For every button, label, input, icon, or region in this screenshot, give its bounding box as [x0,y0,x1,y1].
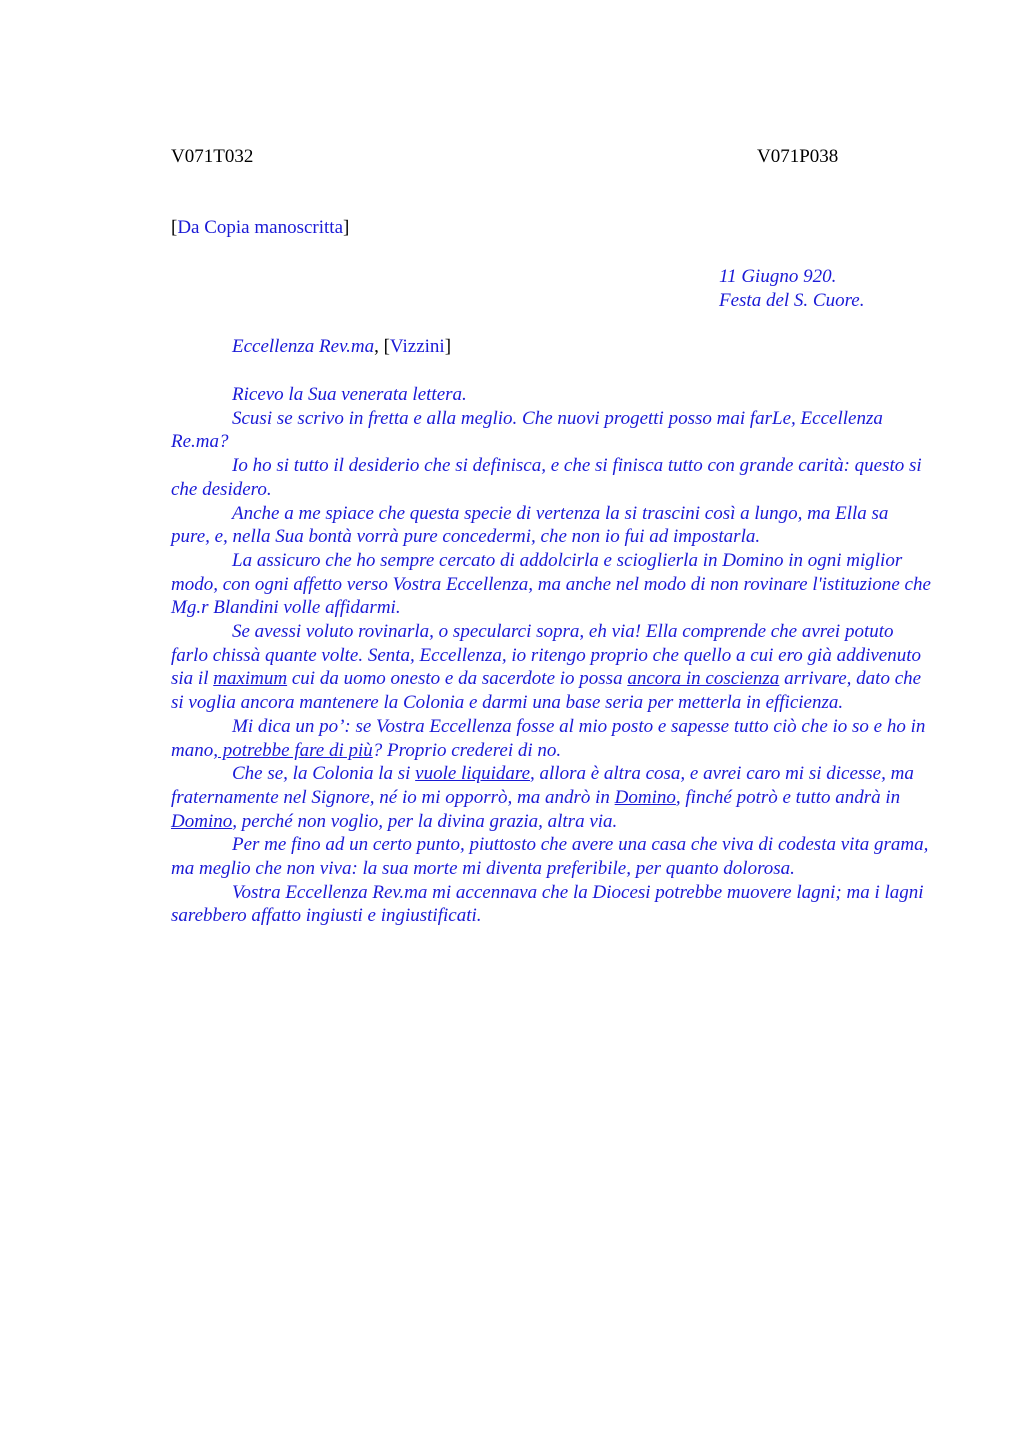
dateline [719,265,864,313]
paragraph-8 [171,762,931,833]
underlined-vuole-liquidare: vuole liquidare [415,763,531,785]
letter-feast: Festa del S. Cuore. [719,290,865,311]
paragraph-8-text-c: , finché potrò e tutto andrà in [675,786,901,808]
underlined-potrebbe-fare-di-piu: potrebbe fare di più [217,739,373,761]
paragraph-2: Scusi se scrivo in fretta e alla meglio. Che nuovi progetti posso mai farLe, Eccellenza Re.ma? [171,407,883,453]
paragraph-8-text-a: Che se, la Colonia la si [232,763,416,785]
letter-date: 11 Giugno 920. [719,266,837,287]
source-close-bracket: ] [343,217,350,238]
underlined-domino-1: Domino [614,786,676,808]
source-label: Da Copia manoscritta [177,217,344,238]
salutation [232,336,451,358]
paragraph-10: Vostra Eccellenza Rev.ma mi accennava che la Diocesi potrebbe muovere lagni; ma i lagni sarebbero affatto ingiusti e ingiustificati. [171,881,924,927]
paragraph-1: Ricevo la Sua venerata lettera. [232,384,467,405]
paragraph-6-text-a: Se avessi voluto rovinarla, o specularci sopra, eh via! Ella comprende che avrei potuto farlo chissà quante volte. Senta, Eccellenza, io ritengo proprio che quello a cui ero già addivenuto sia il [171,621,922,690]
salutation-address: Eccellenza Rev.ma [232,336,375,357]
source-open-bracket: [ [171,217,178,238]
underlined-ancora-in-coscienza: ancora in coscienza [627,668,780,690]
document-ref-left: V071T032 [171,146,254,167]
underlined-maximum: maximum [213,668,288,690]
paragraph-8-text-d: , perché non voglio, per la divina grazia, altra via. [232,810,618,832]
paragraph-6-text-b: cui da uomo onesto e da sacerdote io possa [287,668,628,690]
paragraph-7-text-a: Mi dica un po’: se Vostra Eccellenza fosse al mio posto e sapesse tutto ciò che io so e ho in mano, [171,715,926,761]
paragraph-3: Io ho si tutto il desiderio che si definisca, e che si finisca tutto con grande carità: questo si che desidero. [171,455,922,500]
paragraph-5: La assicuro che ho sempre cercato di addolcirla e scioglierla in Domino in ogni miglior modo, con ogni affetto verso Vostra Eccellenza, ma anche nel modo di non rovinare l'istituzione che Mg.r Blandini volle affidarmi. [171,549,931,619]
paragraph-7 [171,715,931,762]
recipient-open-bracket: [ [383,336,390,357]
paragraph-8-text-b: , allora è altra cosa, e avrei caro mi si dicesse, ma fraternamente nel Signore, né io mi opporrò, ma andrò in [171,763,914,808]
underlined-domino-2: Domino [171,810,233,832]
paragraph-4: Anche a me spiace che questa specie di vertenza la si trascini così a lungo, ma Ella sa pure, e, nella Sua bontà vorrà pure concedermi, che non io fui ad impostarla. [171,502,889,548]
source-note [171,217,349,239]
salutation-comma: , [374,336,384,357]
recipient-close-bracket: ] [444,336,452,357]
recipient-name: Vizzini [389,336,445,357]
paragraph-6-text-c: arrivare, dato che si voglia ancora mantenere la Colonia e darmi una base seria per metterla in efficienza. [171,668,922,714]
document-ref-right: V071P038 [757,146,839,167]
paragraph-9: Per me fino ad un certo punto, piuttosto che avere una casa che viva di codesta vita grama, ma meglio che non viva: la sua morte mi diventa preferibile, per quanto dolorosa. [171,834,929,880]
paragraph-7-text-b: ? Proprio crederei di no. [372,739,562,761]
letter-body [171,383,931,928]
paragraph-6 [171,620,931,715]
